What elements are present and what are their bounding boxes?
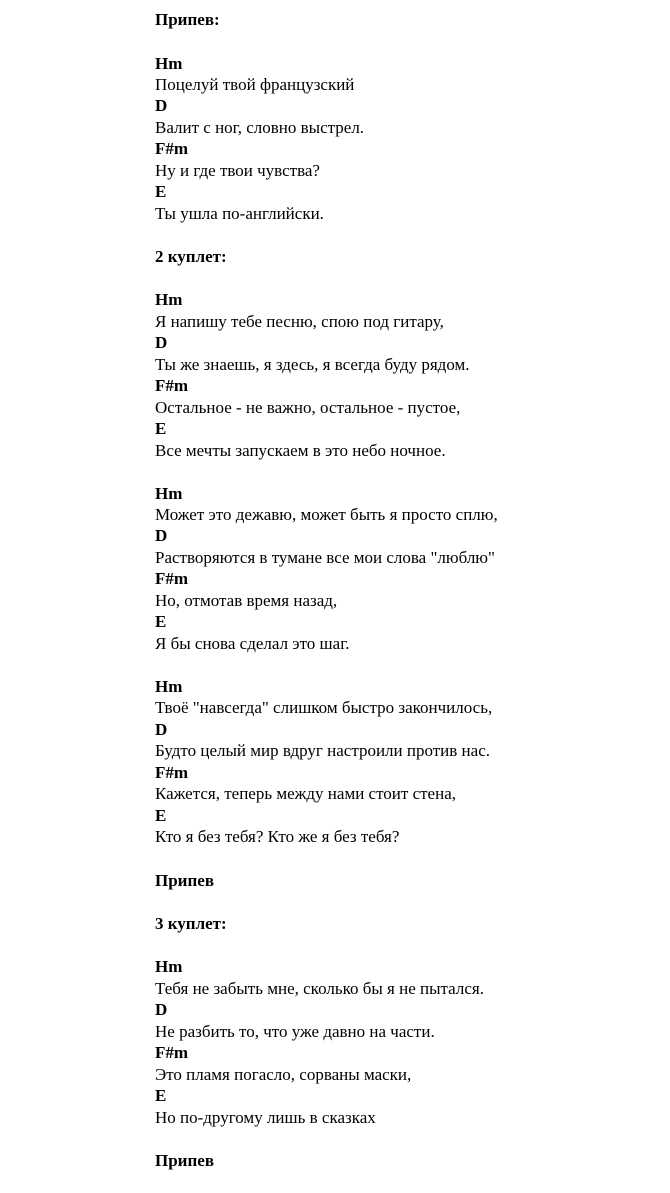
chord: F#m <box>155 376 189 395</box>
chord: F#m <box>155 139 189 158</box>
chord: D <box>155 96 168 115</box>
chord: E <box>155 612 167 631</box>
verse3-heading: 3 куплет: <box>155 914 227 933</box>
chorus-reference: Припев <box>155 871 214 890</box>
lyric-line: Не разбить то, что уже давно на части. <box>155 1022 435 1041</box>
lyric-line: Поцелуй твой французский <box>155 75 355 94</box>
lyric-line: Остальное - не важно, остальное - пустое, <box>155 398 461 417</box>
chord: D <box>155 720 168 739</box>
chord: Hm <box>155 54 183 73</box>
lyric-line: Ты ушла по-английски. <box>155 204 324 223</box>
chorus-heading: Припев: <box>155 10 220 29</box>
chord: E <box>155 806 167 825</box>
lyric-line: Я напишу тебе песню, спою под гитару, <box>155 312 444 331</box>
lyric-line: Но по-другому лишь в сказках <box>155 1108 376 1127</box>
lyric-line: Все мечты запускаем в это небо ночное. <box>155 441 446 460</box>
chord: Hm <box>155 290 183 309</box>
lyric-line: Я бы снова сделал это шаг. <box>155 634 350 653</box>
chord: D <box>155 333 168 352</box>
lyric-line: Тебя не забыть мне, сколько бы я не пытался. <box>155 979 484 998</box>
lyric-line: Будто целый мир вдруг настроили против нас. <box>155 741 490 760</box>
lyric-line: Кто я без тебя? Кто же я без тебя? <box>155 827 400 846</box>
chord: F#m <box>155 1043 189 1062</box>
chord: E <box>155 419 167 438</box>
chord: F#m <box>155 569 189 588</box>
lyric-line: Ну и где твои чувства? <box>155 161 320 180</box>
lyric-line: Это пламя погасло, сорваны маски, <box>155 1065 412 1084</box>
chord: F#m <box>155 763 189 782</box>
lyric-line: Но, отмотав время назад, <box>155 591 338 610</box>
lyric-line: Твоё "навсегда" слишком быстро закончилось, <box>155 698 493 717</box>
chord: E <box>155 1086 167 1105</box>
lyric-line: Ты же знаешь, я здесь, я всегда буду рядом. <box>155 355 470 374</box>
chord: D <box>155 526 168 545</box>
verse2-heading: 2 куплет: <box>155 247 227 266</box>
lyric-line: Растворяются в тумане все мои слова "люблю" <box>155 548 495 567</box>
chord: Hm <box>155 957 183 976</box>
lyric-line: Может это дежавю, может быть я просто сплю, <box>155 505 498 524</box>
chord: Hm <box>155 677 183 696</box>
chord: Hm <box>155 484 183 503</box>
chorus-reference: Припев <box>155 1151 214 1170</box>
chord: D <box>155 1000 168 1019</box>
chord: E <box>155 182 167 201</box>
lyric-line: Валит с ног, словно выстрел. <box>155 118 365 137</box>
lyric-line: Кажется, теперь между нами стоит стена, <box>155 784 456 803</box>
